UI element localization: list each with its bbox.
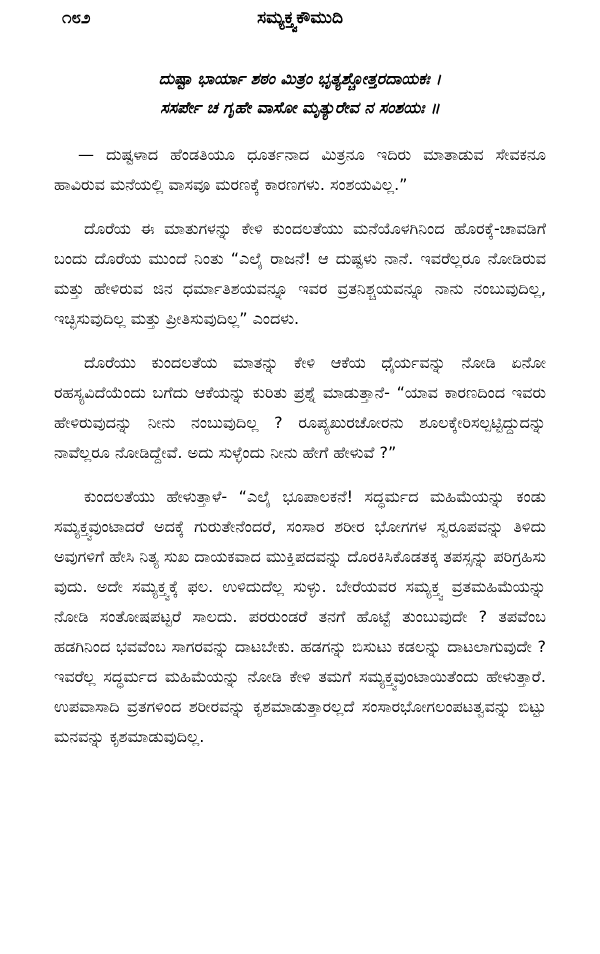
running-title: ಸಮ್ಯಕ್ತ್ವಕೌಮುದಿ: [257, 8, 343, 28]
verse-line-1: ದುಷ್ಟಾ ಭಾರ್ಯಾ ಶಠಂ ಮಿತ್ರಂ ಭೃತ್ಯಶ್ಚೋತ್ತರದಾಯಕಃ ।: [158, 69, 442, 88]
paragraph-1: — ದುಷ್ಟಳಾದ ಹೆಂಡತಿಯೂ ಧೂರ್ತನಾದ ಮಿತ್ರನೂ ಇದಿರು ಮಾತಾಡುವ ಸೇವಕನೂ ಹಾವಿರುವ ಮನೆಯಲ್ಲಿ ವಾಸವೂ ಮರಣಕ್ಕೆ ಕಾರಣಗಳು. ಸಂಶಯವಿಲ್ಲ.”: [54, 145, 546, 194]
page-header: [54, 8, 546, 42]
paragraph-2: ದೊರೆಯ ಈ ಮಾತುಗಳನ್ನು ಕೇಳಿ ಕುಂದಲತೆಯು ಮನೆಯೊಳಗಿನಿಂದ ಹೊರಕ್ಕೆ-ಚಾವಡಿಗೆ ಬಂದು ದೊರೆಯ ಮುಂದೆ ನಿಂತು “ಎಲೈ ರಾಜನೆ! ಆ ದುಷ್ಟಳು ನಾನೆ. ಇವರೆಲ್ಲರೂ ನೋಡಿರುವ ಮತ್ತು ಹೇಳಿರುವ ಜಿನ ಧರ್ಮಾತಿಶಯವನ್ನೂ ಇವರ ವ್ರತನಿಶ್ಚಯವನ್ನೂ ನಾನು ನಂಬುವುದಿಲ್ಲ, ಇಚ್ಛಿಸುವುದಿಲ್ಲ ಮತ್ತು ಪ್ರೀತಿಸುವುದಿಲ್ಲ” ಎಂದಳು.: [54, 219, 546, 328]
verse-line-2: ಸಸರ್ಪೇ ಚ ಗೃಹೇ ವಾಸೋ ಮೃತ್ಯುರೇವ ನ ಸಂಶಯಃ ॥: [160, 98, 440, 117]
sanskrit-verse: [54, 64, 546, 122]
paragraph-4: ಕುಂದಲತೆಯು ಹೇಳುತ್ತಾಳೆ- “ಎಲೈ ಭೂಪಾಲಕನೆ! ಸದ್ಧರ್ಮದ ಮಹಿಮೆಯನ್ನು ಕಂಡು ಸಮ್ಯಕ್ತ್ವವುಂಟಾದರೆ ಅದಕ್ಕೆ ಗುರುತೇನೆಂದರೆ, ಸಂಸಾರ ಶರೀರ ಭೋಗಗಳ ಸ್ವರೂಪವನ್ನು ತಿಳಿದು ಅವುಗಳಿಗೆ ಹೇಸಿ ನಿತ್ಯ ಸುಖ ದಾಯಕವಾದ ಮುಕ್ತಿಪದವನ್ನು ದೊರಕಿಸಿಕೊಡತಕ್ಕ ತಪಸ್ಸನ್ನು ಪರಿಗ್ರಹಿಸು ವುದು. ಅದೇ ಸಮ್ಯಕ್ತ್ವಕ್ಕೆ ಫಲ. ಉಳಿದುದೆಲ್ಲ ಸುಳ್ಳು. ಬೇರೆಯವರ ಸಮ್ಯಕ್ತ್ವ ವ್ರತಮಹಿಮೆಯನ್ನು ನೋಡಿ ಸಂತೋಷಪಟ್ಟರೆ ಸಾಲದು. ಪರರುಂಡರೆ ತನಗೆ ಹೊಟ್ಟೆ ತುಂಬುವುದೇ ? ತಪವೆಂಬ ಹಡಗಿನಿಂದ ಭವವೆಂಬ ಸಾಗರವನ್ನು ದಾಟಬೇಕು. ಹಡಗನ್ನು ಬಿಸುಟು ಕಡಲನ್ನು ದಾಟಲಾಗುವುದೇ ? ಇವರೆಲ್ಲ ಸದ್ಧರ್ಮದ ಮಹಿಮೆಯನ್ನು ನೋಡಿ ಕೇಳಿ ತಮಗೆ ಸಮ್ಯಕ್ತ್ವವುಂಟಾಯಿತೆಂದು ಹೇಳುತ್ತಾರೆ. ಉಪವಾಸಾದಿ ವ್ರತಗಳಿಂದ ಶರೀರವನ್ನು ಕೃಶಮಾಡುತ್ತಾರಲ್ಲದೆ ಸಂಸಾರಭೋಗಲಂಪಟತ್ವವನ್ನು ಬಿಟ್ಟು ಮನವನ್ನು ಕೃಶಮಾಡುವುದಿಲ್ಲ.: [54, 487, 546, 746]
page-number: ೧೮೨: [62, 8, 91, 28]
paragraph-3: ದೊರೆಯು ಕುಂದಲತೆಯ ಮಾತನ್ನು ಕೇಳಿ ಆಕೆಯ ಧೈರ್ಯವನ್ನು ನೋಡಿ ಏನೋ ರಹಸ್ಯವಿದೆಯೆಂದು ಬಗೆದು ಆಕೆಯನ್ನು ಕುರಿತು ಪ್ರಶ್ನೆ ಮಾಡುತ್ತಾನೆ- “ಯಾವ ಕಾರಣದಿಂದ ಇವರು ಹೇಳಿರುವುದನ್ನು ನೀನು ನಂಬುವುದಿಲ್ಲ ? ರೂಪ್ಯಖುರಚೋರನು ಶೂಲಕ್ಕೇರಿಸಲ್ಪಟ್ಟಿದ್ದುದನ್ನು ನಾವೆಲ್ಲರೂ ನೋಡಿದ್ದೇವೆ. ಅದು ಸುಳ್ಳೆಂದು ನೀನು ಹೇಗೆ ಹೇಳುವೆ ?”: [54, 353, 546, 462]
